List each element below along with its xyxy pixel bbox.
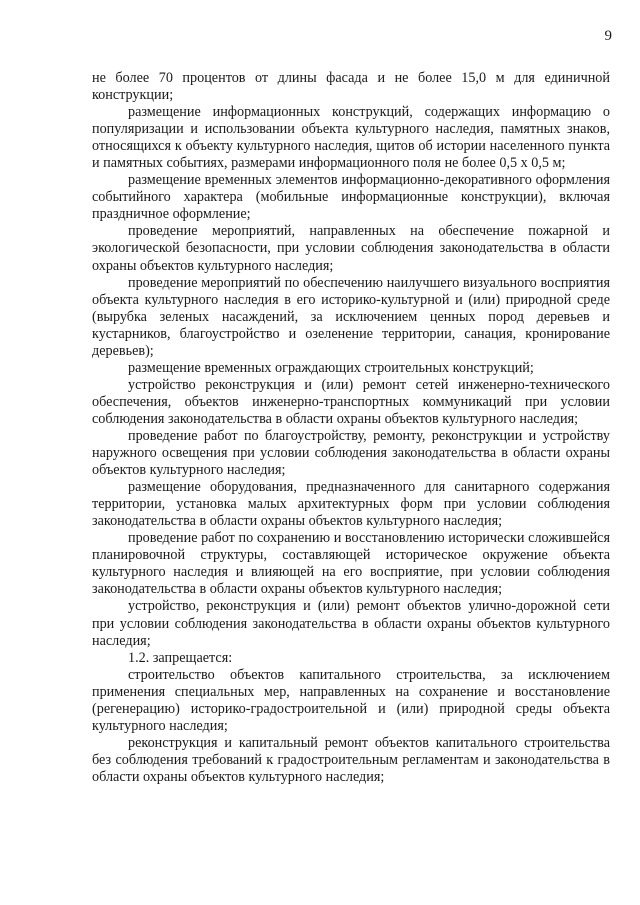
paragraph-sanitary-equipment: размещение оборудования, предназначенного для санитарного содержания территории, установка малых архитектурных форм при условии соблюдения законодательства в области охраны объектов культурного наследия; <box>92 479 610 530</box>
paragraph-fire-safety: проведение мероприятий, направленных на обеспечение пожарной и экологической безопасности, при условии соблюдения законодательства в области охраны объектов культурного наследия; <box>92 223 610 274</box>
section-heading-prohibited: 1.2. запрещается: <box>128 649 233 666</box>
paragraph-planning-structure: проведение работ по сохранению и восстановлению исторически сложившейся планировочной структуры, составляющей историческое окружение объекта культурного наследия и влияющей на его восприятие, при условии соблюдения законодательства в области охраны объектов культурного наследия; <box>92 530 610 598</box>
paragraph-construction-ban: строительство объектов капитального строительства, за исключением применения специальных мер, направленных на сохранение и восстановление (регенерацию) историко-градостроительной и (или) природной среды объекта культурного наследия; <box>92 666 610 734</box>
paragraph-facade-limit: не более 70 процентов от длины фасада и не более 15,0 м для единичной конструкции; <box>92 70 610 104</box>
paragraph-road-network: устройство, реконструкция и (или) ремонт объектов улично-дорожной сети при условии соблюдения законодательства в области охраны объектов культурного наследия; <box>92 598 610 649</box>
paragraph-visual-perception: проведение мероприятий по обеспечению наилучшего визуального восприятия объекта культурного наследия в его историко-культурной и (или) природной среде (вырубка зеленых насаждений, за исключением ценных пород деревьев и кустарников, благоустройство и озеленение территории, санация, кронирование деревьев); <box>92 274 610 359</box>
paragraph-engineering-networks: устройство реконструкция и (или) ремонт сетей инженерно-технического обеспечения, объектов инженерно-транспортных коммуникаций при условии соблюдения законодательства в области охраны объектов культурного наследия; <box>92 376 610 427</box>
paragraph-info-constructions: размещение информационных конструкций, содержащих информацию о популяризации и использовании объекта культурного наследия, памятных знаков, относящихся к объекту культурного наследия, щитов об истории населенного пункта и памятных событиях, размерами информационного поля не более 0,5 х 0,5 м; <box>92 104 610 172</box>
paragraph-landscaping-lighting: проведение работ по благоустройству, ремонту, реконструкции и устройству наружного освещения при условии соблюдения законодательства в области охраны объектов культурного наследия; <box>92 427 610 479</box>
page-number: 9 <box>604 28 612 44</box>
paragraph-temporary-fences: размещение временных ограждающих строительных конструкций; <box>128 359 534 376</box>
paragraph-reconstruction-ban: реконструкция и капитальный ремонт объектов капитального строительства без соблюдения требований к градостроительным регламентам и законодательства в области охраны объектов культурного наследия; <box>92 734 610 785</box>
paragraph-temporary-decor: размещение временных элементов информационно-декоративного оформления событийного характера (мобильные информационные конструкции), включая праздничное оформление; <box>92 172 610 223</box>
document-body <box>92 70 610 786</box>
